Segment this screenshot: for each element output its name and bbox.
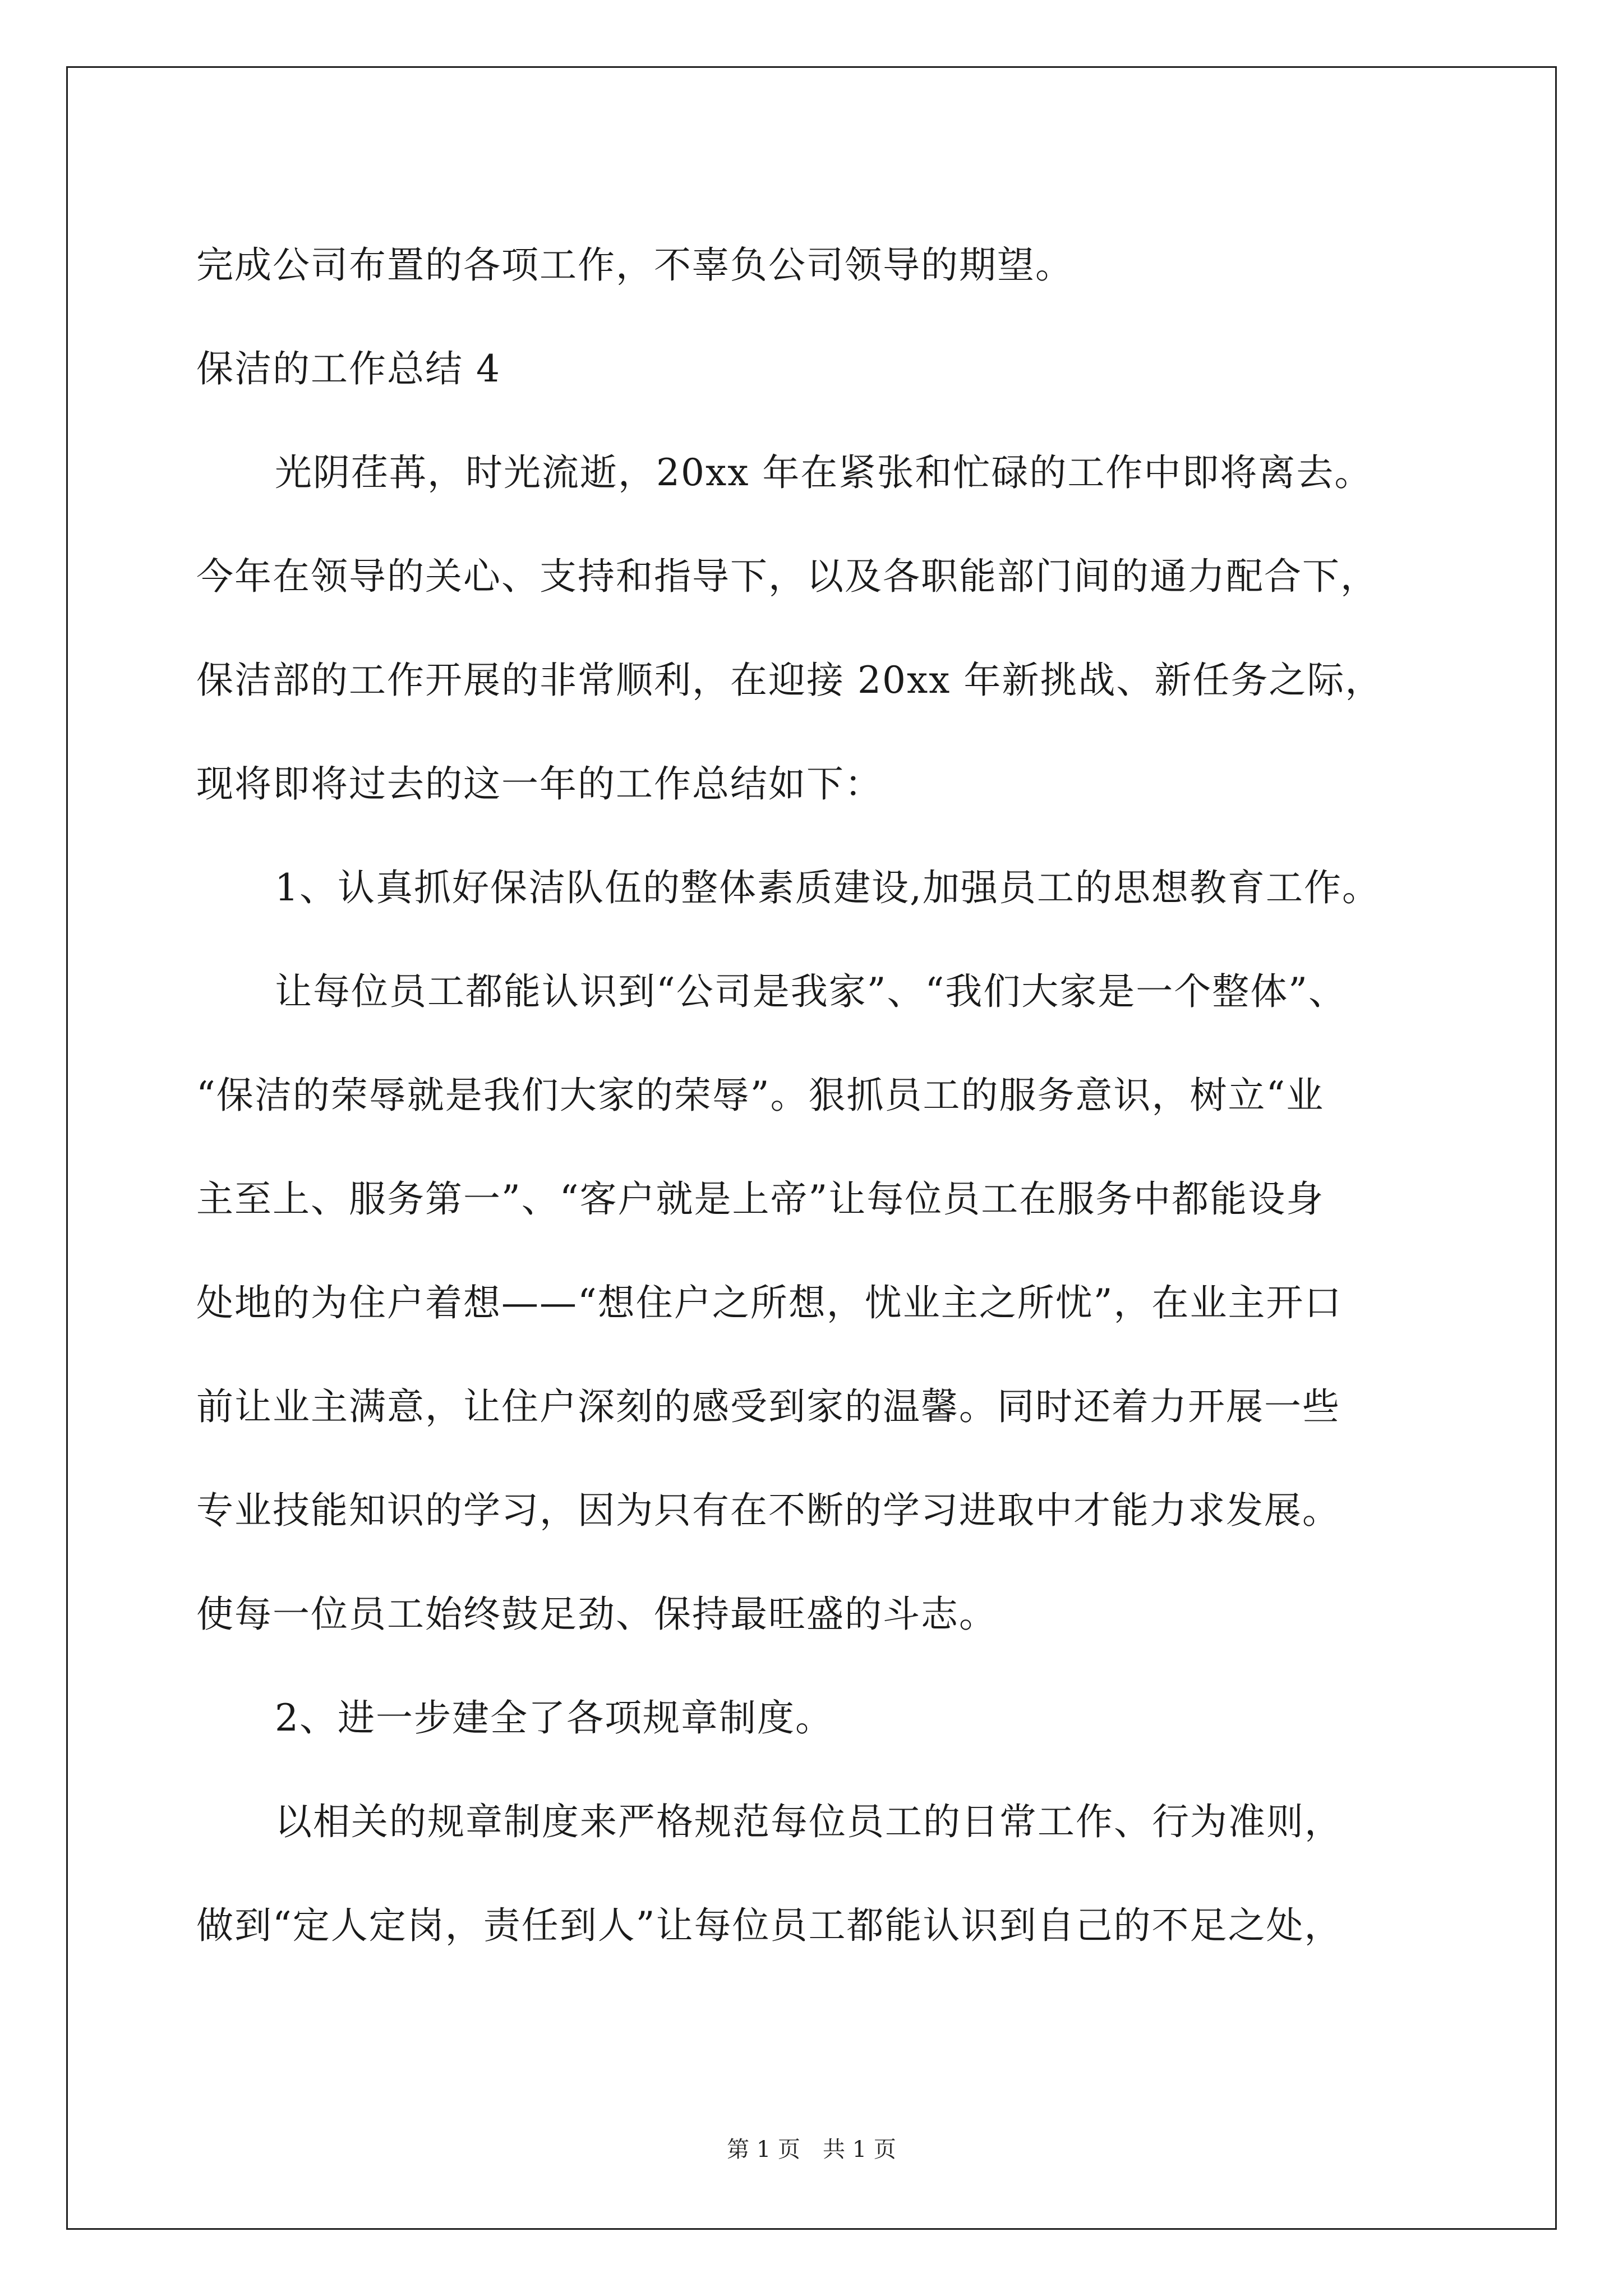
text-line: 2、进一步建全了各项规章制度。 [275,1696,833,1740]
section-heading: 保洁的工作总结 4 [196,347,501,390]
page-number-footer: 第 1 页 共 1 页 [727,2137,896,2162]
text-line: 主至上、服务第一”、“客户就是上帝”让每位员工在服务中都能设身 [196,1177,1325,1221]
text-line: “保洁的荣辱就是我们大家的荣辱”。狠抓员工的服务意识，树立“业 [196,1074,1325,1117]
text-line: 做到“定人定岗，责任到人”让每位员工都能认识到自己的不足之处， [196,1904,1343,1947]
text-line: 现将即将过去的这一年的工作总结如下： [196,762,883,806]
text-line: 让每位员工都能认识到“公司是我家”、“我们大家是一个整体”、 [275,970,1347,1013]
text-line: 光阴荏苒，时光流逝，20xx 年在紧张和忙碌的工作中即将离去。 [275,451,1373,494]
text-line: 使每一位员工始终鼓足劲、保持最旺盛的斗志。 [196,1593,997,1636]
text-line: 以相关的规章制度来严格规范每位员工的日常工作、行为准则， [275,1800,1343,1843]
text-line: 完成公司布置的各项工作，不辜负公司领导的期望。 [196,243,1073,287]
text-line: 处地的为住户着想——“想住户之所想，忧业主之所忧”，在业主开口 [196,1281,1343,1324]
text-line: 今年在领导的关心、支持和指导下，以及各职能部门间的通力配合下， [196,555,1378,598]
text-line: 1、认真抓好保洁队伍的整体素质建设,加强员工的思想教育工作。 [275,866,1380,909]
text-line: 前让业主满意，让住户深刻的感受到家的温馨。同时还着力开展一些 [196,1385,1340,1428]
text-line: 专业技能知识的学习，因为只有在不断的学习进取中才能力求发展。 [196,1489,1340,1532]
document-body [196,213,1430,1977]
text-line: 保洁部的工作开展的非常顺利，在迎接 20xx 年新挑战、新任务之际， [196,659,1384,702]
